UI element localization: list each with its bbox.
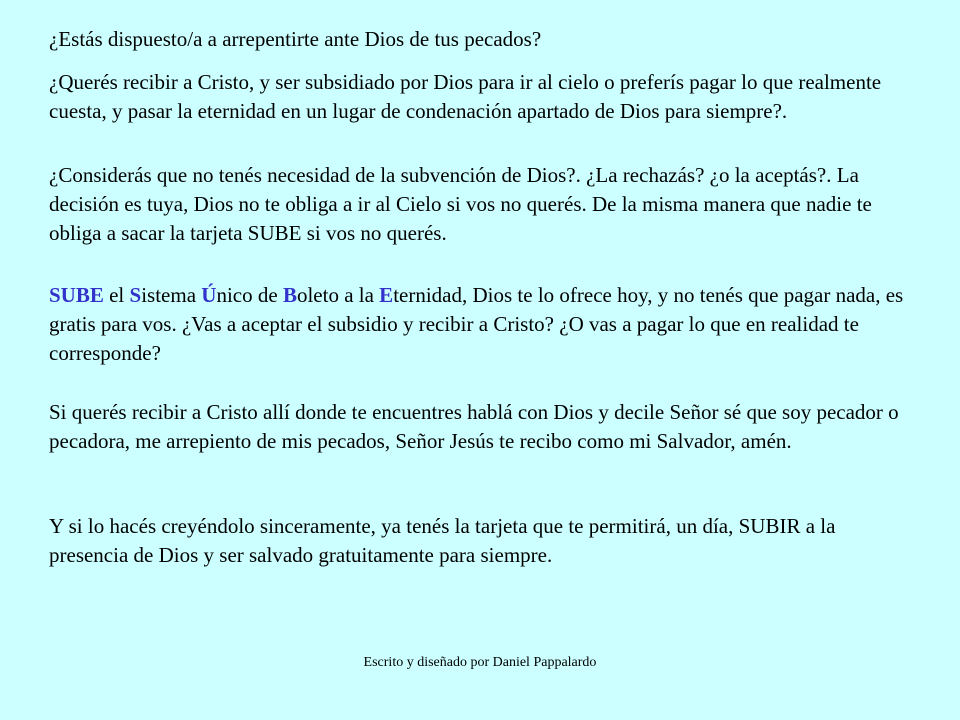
question-receive-christ: ¿Querés recibir a Cristo, y ser subsidiado por Dios para ir al cielo o preferís pagar lo que realmente cuesta, y pasar la eternidad en un lugar de condenación apartado de Dios para siempre?. [49,70,882,123]
closing-paragraph: Y si lo hacés creyéndolo sinceramente, ya tenés la tarjeta que te permitirá, un día, SUBIR a la presencia de Dios y ser salvado gratuitamente para siempre. [49,514,836,567]
sube-letter-b: B [282,283,297,307]
sube-text-5: ternidad, Dios te lo ofrece hoy, y no tenés que pagar nada, es gratis para vos. ¿Vas a aceptar el subsidio y recibir a Cristo? ¿O vas a pagar lo que en realidad te corresponde? [49,283,904,365]
sube-text-1: el [103,283,130,307]
sube-text-2: istema [141,283,202,307]
sube-letter-u: Ú [201,283,217,307]
sube-acronym: SUBE [49,283,104,307]
question-subsidy: ¿Considerás que no tenés necesidad de la subvención de Dios?. ¿La rechazás? ¿o la aceptás?. La decisión es tuya, Dios no te obliga a ir al Cielo si vos no querés. De la misma manera que nadie te obliga a sacar la tarjeta SUBE si vos no querés. [49,163,872,245]
sube-letter-e: E [379,283,394,307]
sube-text-3: nico de [216,283,283,307]
sube-paragraph [49,281,919,368]
prayer-paragraph: Si querés recibir a Cristo allí donde te encuentres hablá con Dios y decile Señor sé que soy pecador o pecadora, me arrepiento de mis pecados, Señor Jesús te recibo como mi Salvador, amén. [49,400,899,453]
sube-letter-s: S [129,283,142,307]
sube-text-4: oleto a la [296,283,380,307]
author-credit: Escrito y diseñado por Daniel Pappalardo [363,655,597,670]
question-repent: ¿Estás dispuesto/a a arrepentirte ante Dios de tus pecados? [49,27,542,51]
